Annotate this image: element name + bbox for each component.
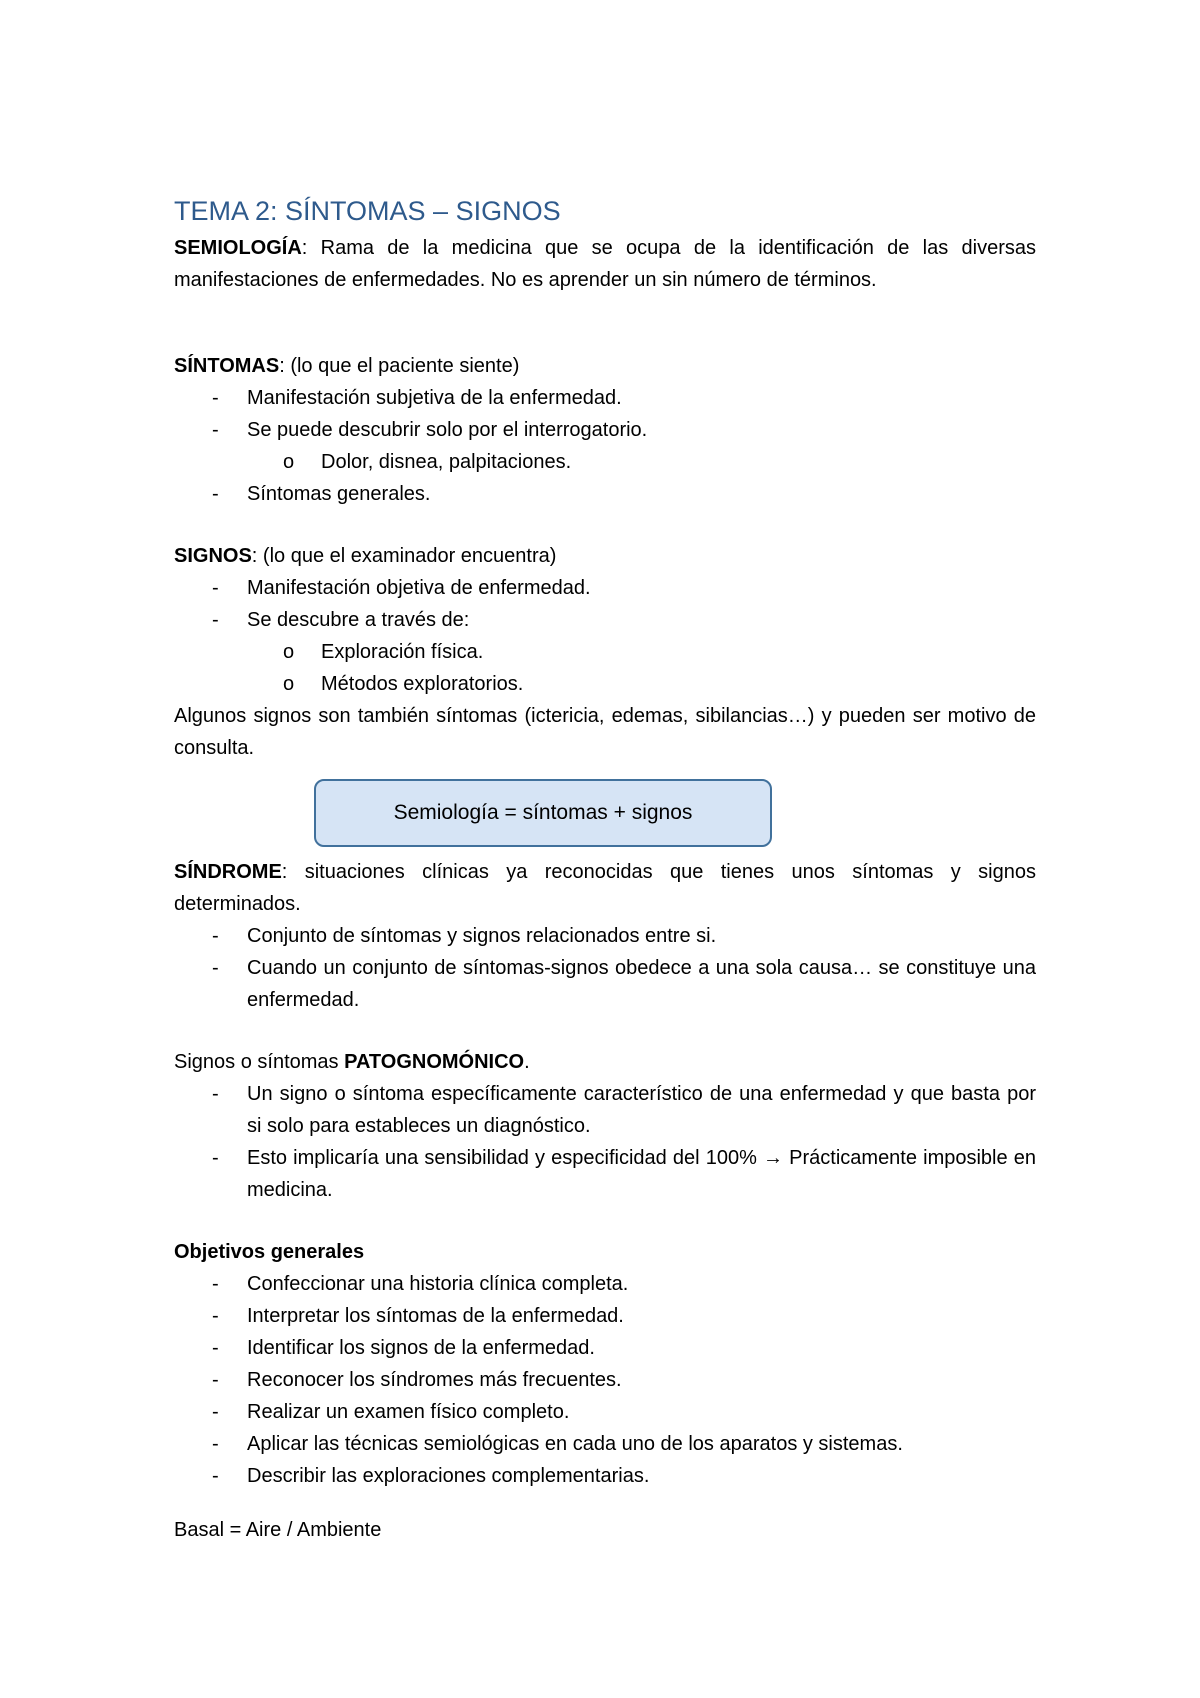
dash-bullet: - xyxy=(212,957,219,979)
list-item-text: Manifestación objetiva de enfermedad. xyxy=(247,577,591,599)
sindrome-text: : situaciones clínicas ya reconocidas que tienes unos síntomas y signos determinados. xyxy=(174,861,1036,915)
signos-heading xyxy=(174,540,556,572)
dash-bullet: - xyxy=(212,1337,219,1359)
dash-bullet: - xyxy=(212,1465,219,1487)
list-item-text: Reconocer los síndromes más frecuentes. xyxy=(247,1369,622,1391)
dash-bullet: - xyxy=(212,609,219,631)
semiologia-paragraph xyxy=(174,232,1036,296)
list-item-text: Síntomas generales. xyxy=(247,483,431,505)
signos-desc: : (lo que el examinador encuentra) xyxy=(251,545,557,567)
circle-bullet: o xyxy=(283,641,295,663)
dash-bullet: - xyxy=(212,1083,219,1105)
list-item-text: Realizar un examen físico completo. xyxy=(247,1401,570,1423)
sindrome-term: SÍNDROME xyxy=(174,861,282,883)
dash-bullet: - xyxy=(212,387,219,409)
sintomas-term: SÍNTOMAS xyxy=(174,355,280,377)
formula-box xyxy=(314,779,772,847)
dash-bullet: - xyxy=(212,419,219,441)
sub-list-item-text: Exploración física. xyxy=(321,641,484,663)
basal-note: Basal = Aire / Ambiente xyxy=(174,1519,382,1541)
dash-bullet: - xyxy=(212,577,219,599)
list-item-text: Cuando un conjunto de síntomas-signos obedece a una sola causa… se constituye una enfermedad. xyxy=(247,957,1036,1011)
list-item-text: Esto implicaría una sensibilidad y especificidad del 100% → Prácticamente imposible en medicina. xyxy=(247,1147,1036,1201)
patognomonico-term: PATOGNOMÓNICO xyxy=(344,1051,525,1073)
list-item-text: Conjunto de síntomas y signos relacionados entre si. xyxy=(247,925,717,947)
list-item-text: Describir las exploraciones complementarias. xyxy=(247,1465,650,1487)
sub-list-item-text: Métodos exploratorios. xyxy=(321,673,524,695)
list-item-text: Se puede descubrir solo por el interrogatorio. xyxy=(247,419,648,441)
circle-bullet: o xyxy=(283,673,295,695)
semiologia-text: : Rama de la medicina que se ocupa de la identificación de las diversas manifestaciones de enfermedades. No es aprender un sin número de términos. xyxy=(174,237,1036,291)
dash-bullet: - xyxy=(212,925,219,947)
dash-bullet: - xyxy=(212,1401,219,1423)
patognomonico-heading xyxy=(174,1046,530,1078)
signos-note: Algunos signos son también síntomas (ictericia, edemas, sibilancias…) y pueden ser motivo de consulta. xyxy=(174,705,1036,759)
list-item-text: Un signo o síntoma específicamente característico de una enfermedad y que basta por si solo para estableces un diagnóstico. xyxy=(247,1083,1036,1137)
list-item-text: Identificar los signos de la enfermedad. xyxy=(247,1337,595,1359)
list-item-text: Interpretar los síntomas de la enfermedad. xyxy=(247,1305,624,1327)
page-title: TEMA 2: SÍNTOMAS – SIGNOS xyxy=(174,196,561,226)
sub-list-item-text: Dolor, disnea, palpitaciones. xyxy=(321,451,572,473)
objetivos-heading: Objetivos generales xyxy=(174,1241,365,1263)
dash-bullet: - xyxy=(212,1147,219,1169)
formula-text: Semiología = síntomas + signos xyxy=(393,801,693,824)
signos-term: SIGNOS xyxy=(174,545,252,567)
list-item-text: Manifestación subjetiva de la enfermedad. xyxy=(247,387,622,409)
dash-bullet: - xyxy=(212,1305,219,1327)
sindrome-paragraph xyxy=(174,856,1036,920)
list-item-text: Se descubre a través de: xyxy=(247,609,470,631)
circle-bullet: o xyxy=(283,451,295,473)
dash-bullet: - xyxy=(212,1273,219,1295)
patognomonico-suffix: . xyxy=(524,1051,530,1073)
list-item-text: Aplicar las técnicas semiológicas en cada uno de los aparatos y sistemas. xyxy=(247,1433,903,1455)
sintomas-desc: : (lo que el paciente siente) xyxy=(279,355,520,377)
dash-bullet: - xyxy=(212,1369,219,1391)
sintomas-heading xyxy=(174,350,519,382)
semiologia-term: SEMIOLOGÍA xyxy=(174,237,302,259)
list-item-text: Confeccionar una historia clínica completa. xyxy=(247,1273,629,1295)
patognomonico-prefix: Signos o síntomas xyxy=(174,1051,345,1073)
dash-bullet: - xyxy=(212,483,219,505)
dash-bullet: - xyxy=(212,1433,219,1455)
